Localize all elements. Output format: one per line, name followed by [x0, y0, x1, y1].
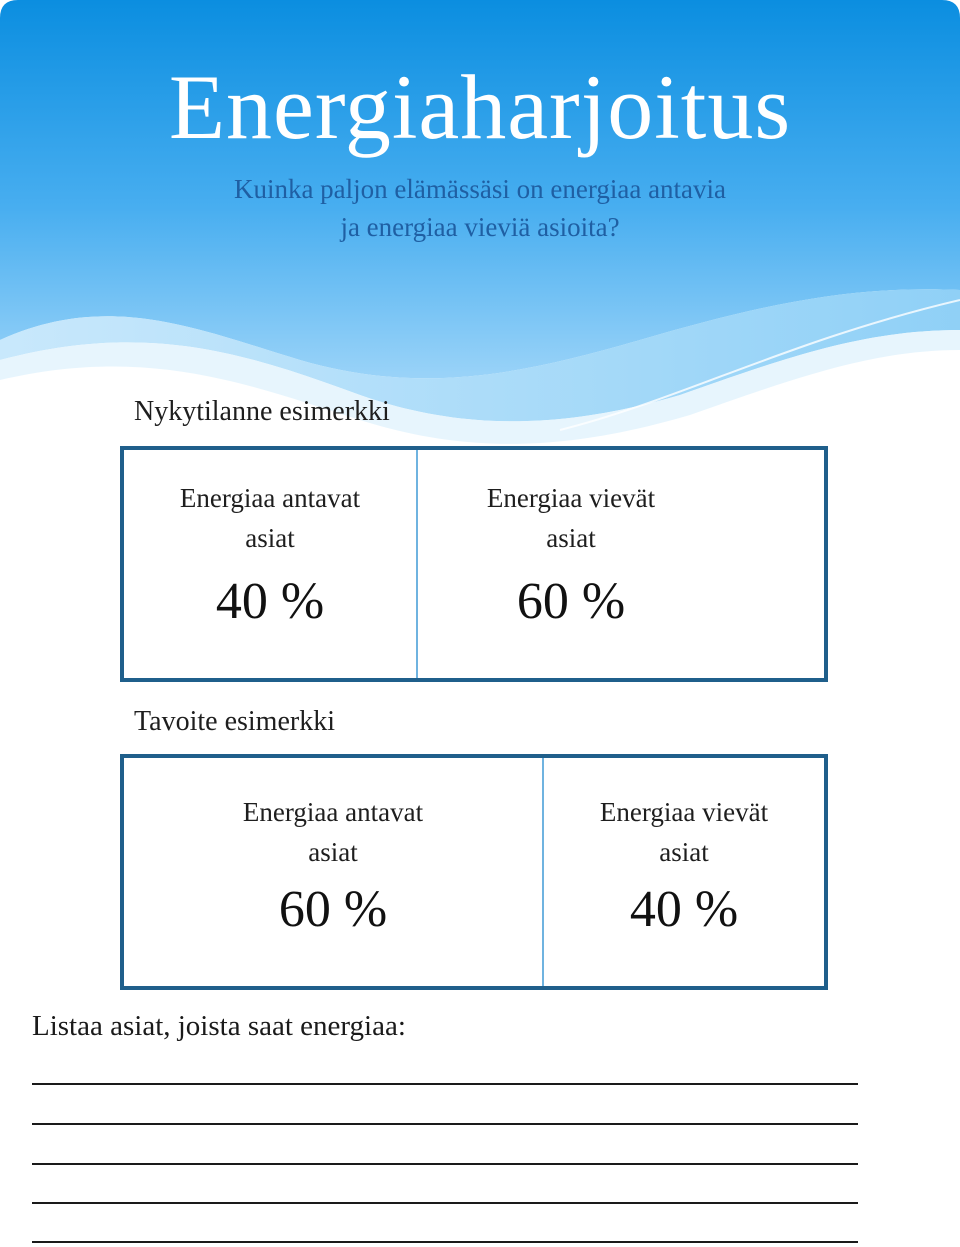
- current-giving-label-line1: Energiaa antavat: [179, 483, 361, 513]
- list-prompt: Listaa asiat, joista saat energiaa:: [32, 1010, 406, 1042]
- write-line[interactable]: [32, 1202, 858, 1204]
- page-subtitle: [0, 170, 960, 246]
- goal-giving-label-line2: asiat: [308, 837, 358, 867]
- current-draining-label-line2: asiat: [546, 523, 596, 553]
- goal-giving-percent: 60 %: [278, 881, 388, 938]
- write-line[interactable]: [32, 1123, 858, 1125]
- goal-draining-label: [544, 792, 824, 872]
- current-draining-column: [418, 450, 724, 678]
- goal-giving-label-line1: Energiaa antavat: [242, 797, 424, 827]
- page-title: Energiaharjoitus: [168, 56, 792, 158]
- goal-draining-percent: 40 %: [629, 881, 739, 938]
- current-draining-percent: 60 %: [516, 573, 626, 630]
- current-section-label: Nykytilanne esimerkki: [134, 396, 390, 427]
- current-giving-column: [124, 450, 416, 678]
- write-line[interactable]: [32, 1163, 858, 1165]
- current-draining-label: [418, 478, 724, 558]
- goal-section-label: Tavoite esimerkki: [134, 706, 335, 737]
- goal-giving-column: [124, 758, 542, 986]
- goal-draining-column: [544, 758, 824, 986]
- current-giving-label-line2: asiat: [245, 523, 295, 553]
- goal-draining-label-line2: asiat: [659, 837, 709, 867]
- current-giving-label: [124, 478, 416, 558]
- current-box: [120, 446, 828, 682]
- current-draining-label-line1: Energiaa vievät: [486, 483, 656, 513]
- goal-draining-label-line1: Energiaa vievät: [599, 797, 769, 827]
- write-line[interactable]: [32, 1241, 858, 1243]
- write-line[interactable]: [32, 1083, 858, 1085]
- subtitle-line-1: Kuinka paljon elämässäsi on energiaa antavia: [233, 174, 727, 204]
- goal-giving-label: [124, 792, 542, 872]
- current-giving-percent: 40 %: [215, 573, 325, 630]
- subtitle-line-2: ja energiaa vieviä asioita?: [340, 212, 620, 242]
- goal-box: [120, 754, 828, 990]
